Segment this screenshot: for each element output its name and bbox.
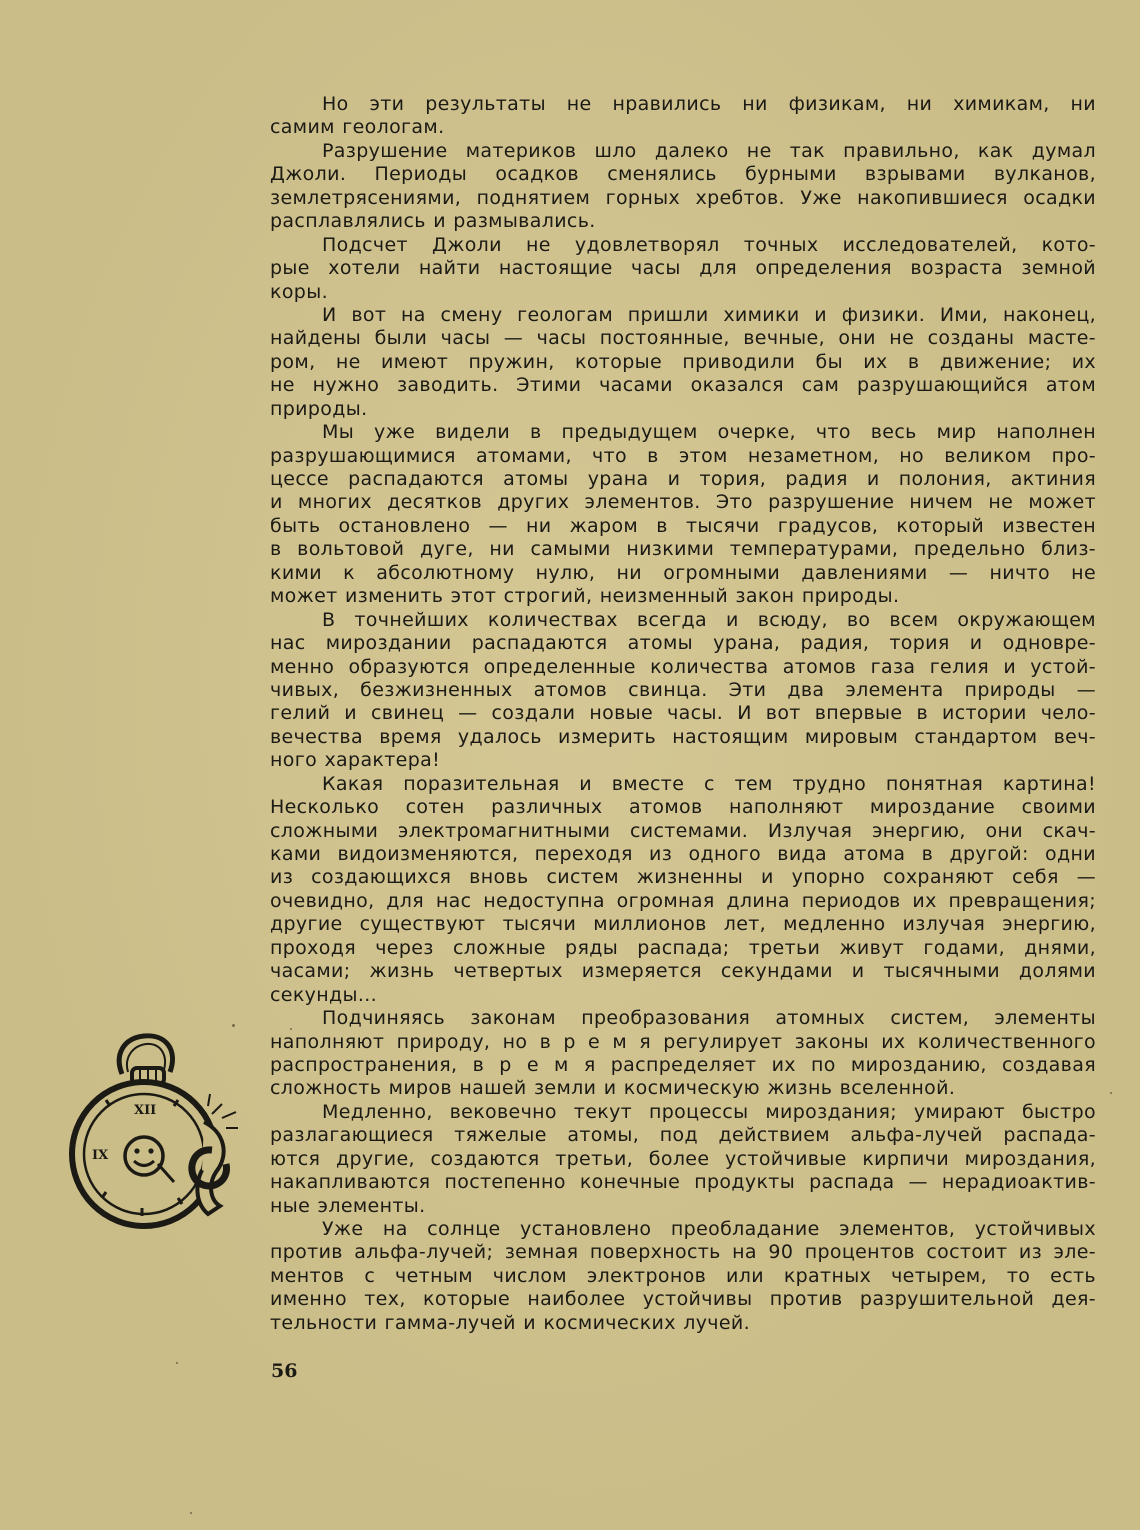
text-line: против альфа-лучей; земная поверхность на 90 процентов состоит из эле- [270, 1241, 1096, 1264]
text-line: ками видоизменяются, переходя из одного вида атома в другой: одни [270, 843, 1096, 865]
paragraph [270, 304, 1096, 421]
paragraph [270, 421, 1096, 609]
text-line: накапливаются постепенно конечные продукты распада — нерадиоактив- [270, 1171, 1096, 1194]
text-line: наполняют природу, но в р е м я регулирует законы их количественного [270, 1030, 1096, 1053]
text-line: часами; жизнь четвертых измеряется секундами и тысячными долями [270, 960, 1096, 983]
text-line: может изменить этот строгий, неизменный закон природы. [270, 585, 900, 608]
text-line: Медленно, вековечно текут процессы мироздания; умирают быстро [322, 1100, 1096, 1123]
text-line: самим геологам. [270, 116, 445, 139]
text-line: Подчиняясь законам преобразования атомных систем, элементы [322, 1007, 1096, 1030]
text-line: Джоли. Периоды осадков сменялись бурными взрывами вулканов, [270, 163, 1096, 186]
text-line: тельности гамма-лучей и космических лучей. [270, 1311, 751, 1334]
text-line: Несколько сотен различных атомов наполняют мироздание своими [270, 796, 1096, 819]
text-line: коры. [270, 280, 328, 303]
text-line: Но эти результаты не нравились ни физикам, ни химикам, ни [322, 93, 1096, 115]
text-line: разрушающимися атомами, что в этом незаметном, но великом про- [270, 444, 1096, 467]
paragraph [270, 1007, 1096, 1101]
text-line: землетрясениями, поднятием горных хребтов. Уже накопившиеся осадки [270, 186, 1096, 209]
paragraph [270, 234, 1096, 304]
text-line: Подсчет Джоли не удовлетворял точных исследователей, кото- [322, 233, 1096, 256]
watch-smiley-face [125, 1137, 163, 1175]
text-line: В точнейших количествах всегда и всюду, во всем окружающем [322, 608, 1096, 631]
text-line: ментов с четным числом электронов или кратных четырем, то есть [270, 1264, 1096, 1287]
text-line: быть остановлено — ни жаром в тысячи градусов, который известен [270, 514, 1096, 537]
text-line: другие существуют тысячи миллионов лет, медленно излучая энергию, [270, 913, 1096, 936]
text-line: Какая поразительная и вместе с тем трудно понятная картина! [322, 772, 1096, 795]
text-line: сложность миров нашей земли и космическую жизнь вселенной. [270, 1077, 956, 1100]
text-line: расплавлялись и размывались. [270, 210, 596, 233]
text-line: распространения, в р е м я распределяет их по мирозданию, создавая [270, 1053, 1096, 1076]
text-line: и многих десятков других элементов. Это разрушение ничем не может [270, 491, 1096, 514]
text-line: ного характера! [270, 749, 441, 772]
text-line: ром, не имеют пружин, которые приводили бы их в движение; их [270, 350, 1096, 373]
text-line: ются другие, создаются третьи, более устойчивые кирпичи мироздания, [270, 1147, 1096, 1170]
text-line: Разрушение материков шло далеко не так правильно, как думал [322, 139, 1096, 162]
text-line: проходя через сложные ряды распада; третьи живут годами, днями, [270, 936, 1096, 959]
text-line: природы. [270, 397, 368, 420]
text-line: в вольтовой дуге, ни самыми низкими температурами, предельно близ- [270, 538, 1096, 561]
body-text [270, 93, 1096, 1335]
paragraph [270, 140, 1096, 234]
text-line: найдены были часы — часы постоянные, вечные, они не созданы масте- [270, 327, 1096, 350]
text-line: ные элементы. [270, 1194, 426, 1217]
text-line: нас мироздании распадаются атомы урана, радия, тория и одновре- [270, 632, 1096, 655]
text-line: Уже на солнце установлено преобладание элементов, устойчивых [322, 1218, 1096, 1240]
text-line: из создающихся вновь систем жизненны и упорно сохраняют себя — [270, 866, 1096, 889]
text-line: рые хотели найти настоящие часы для определения возраста земной [270, 257, 1096, 280]
text-line: цессе распадаются атомы урана и тория, радия и полония, актиния [270, 468, 1096, 490]
paragraph [270, 773, 1096, 1007]
text-line: чивых, безжизненных атомов свинца. Эти два элемента природы — [270, 678, 1096, 701]
text-line: разлагающиеся тяжелые атомы, под действием альфа-лучей распада- [270, 1124, 1096, 1147]
text-line: не нужно заводить. Этими часами оказался сам разрушающийся атом [270, 374, 1096, 397]
paragraph [270, 1101, 1096, 1218]
paragraph [270, 609, 1096, 773]
paragraph [270, 93, 1096, 140]
text-line: Мы уже видели в предыдущем очерке, что весь мир наполнен [322, 421, 1096, 444]
text-line: сложными электромагнитными системами. Излучая энергию, они скач- [270, 819, 1096, 842]
text-line: кими к абсолютному нулю, ни огромными давлениями — ничто не [270, 561, 1096, 584]
text-line: менно образуются определенные количества атомов газа гелия и устой- [270, 655, 1096, 678]
text-line: И вот на смену геологам пришли химики и физики. Ими, наконец, [322, 303, 1096, 326]
text-line: именно тех, которые наиболее устойчивы против разрушительной дея- [270, 1288, 1096, 1311]
page-number: 56 [271, 1360, 298, 1382]
text-line: вечества время удалось измерить настоящим мировым стандартом веч- [270, 725, 1096, 748]
text-line: секунды... [270, 983, 378, 1006]
text-line: гелий и свинец — создали новые часы. И вот впервые в истории чело- [270, 702, 1096, 725]
dial-numeral-ix: IX [92, 1148, 109, 1163]
text-line: очевидно, для нас недоступна огромная длина периодов их превращения; [270, 889, 1096, 912]
pocket-watch-illustration [62, 1032, 252, 1232]
dial-numeral-xii: XII [134, 1103, 157, 1118]
paragraph [270, 1218, 1096, 1335]
